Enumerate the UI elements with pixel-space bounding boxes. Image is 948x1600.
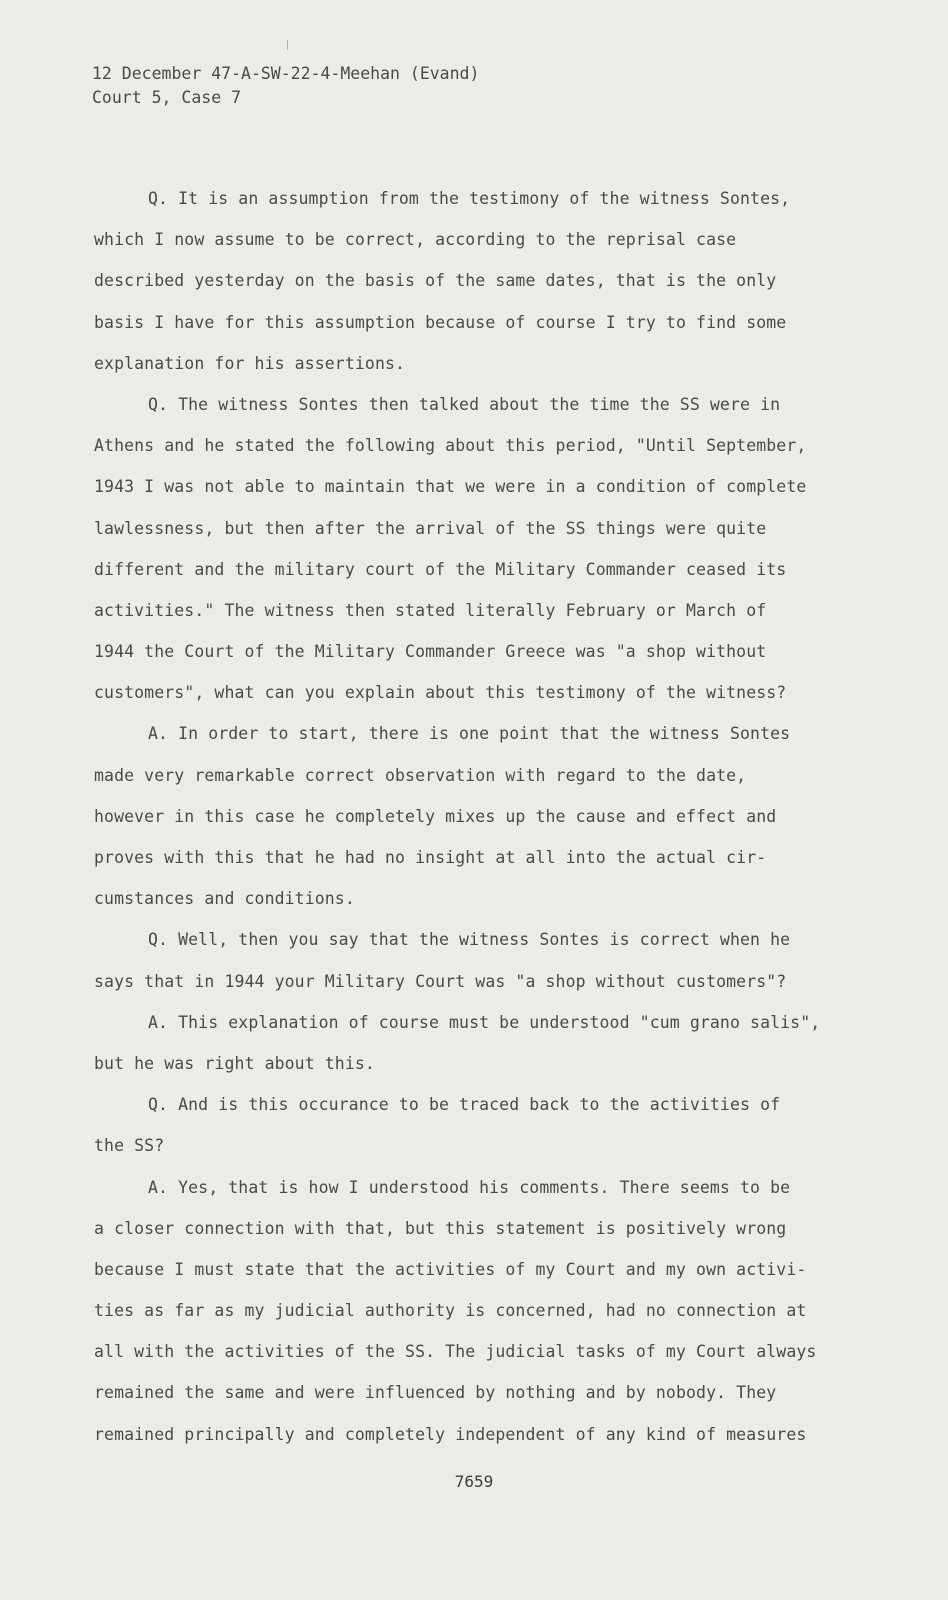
- page-number: 7659: [454, 1472, 494, 1491]
- text-line: A. Yes, that is how I understood his comments. There seems to be: [148, 1177, 791, 1197]
- text-line: Q. Well, then you say that the witness Sontes is correct when he: [148, 930, 791, 950]
- text-line: basis I have for this assumption because of course I try to find some: [94, 312, 787, 332]
- text-line: customers", what can you explain about this testimony of the witness?: [94, 683, 787, 703]
- text-line: remained the same and were influenced by nothing and by nobody. They: [94, 1383, 777, 1403]
- text-line: activities." The witness then stated literally February or March of: [94, 600, 767, 620]
- text-line: ties as far as my judicial authority is concerned, had no connection at: [94, 1301, 807, 1321]
- text-line: lawlessness, but then after the arrival of the SS things were quite: [94, 518, 767, 538]
- text-line: because I must state that the activities of my Court and my own activi-: [94, 1259, 807, 1279]
- text-line: different and the military court of the Military Commander ceased its: [94, 559, 787, 579]
- text-line: all with the activities of the SS. The judicial tasks of my Court always: [94, 1342, 817, 1362]
- text-line: described yesterday on the basis of the same dates, that is the only: [94, 271, 777, 291]
- header-reference: 12 December 47-A-SW-22-4-Meehan (Evand): [92, 64, 480, 83]
- text-line: explanation for his assertions.: [94, 353, 406, 373]
- text-line: remained principally and completely independent of any kind of measures: [94, 1424, 807, 1444]
- testimony-text: [94, 178, 854, 1455]
- text-line: proves with this that he had no insight at all into the actual cir-: [94, 848, 767, 867]
- text-line: A. This explanation of course must be understood "cum grano salis",: [148, 1012, 821, 1032]
- text-line: a closer connection with that, but this statement is positively wrong: [94, 1218, 787, 1238]
- header-court-case: Court 5, Case 7: [92, 88, 242, 107]
- text-line: Q. It is an assumption from the testimony of the witness Sontes,: [148, 189, 791, 208]
- document-header: [92, 62, 479, 110]
- text-line: cumstances and conditions.: [94, 889, 355, 909]
- text-line: but he was right about this.: [94, 1053, 375, 1073]
- text-line: Q. And is this occurance to be traced back to the activities of: [148, 1095, 781, 1115]
- text-line: Athens and he stated the following about this period, "Until September,: [94, 436, 807, 456]
- margin-mark: [287, 40, 288, 50]
- text-line: Q. The witness Sontes then talked about the time the SS were in: [148, 394, 781, 414]
- text-line: 1944 the Court of the Military Commander Greece was "a shop without: [94, 642, 767, 662]
- text-line: A. In order to start, there is one point that the witness Sontes: [148, 724, 791, 744]
- text-line: the SS?: [94, 1136, 165, 1156]
- text-line: which I now assume to be correct, according to the reprisal case: [94, 230, 737, 250]
- text-line: made very remarkable correct observation with regard to the date,: [94, 765, 747, 785]
- text-line: says that in 1944 your Military Court was "a shop without customers"?: [94, 971, 787, 991]
- text-line: however in this case he completely mixes up the cause and effect and: [94, 806, 777, 826]
- text-line: 1943 I was not able to maintain that we were in a condition of complete: [94, 477, 807, 497]
